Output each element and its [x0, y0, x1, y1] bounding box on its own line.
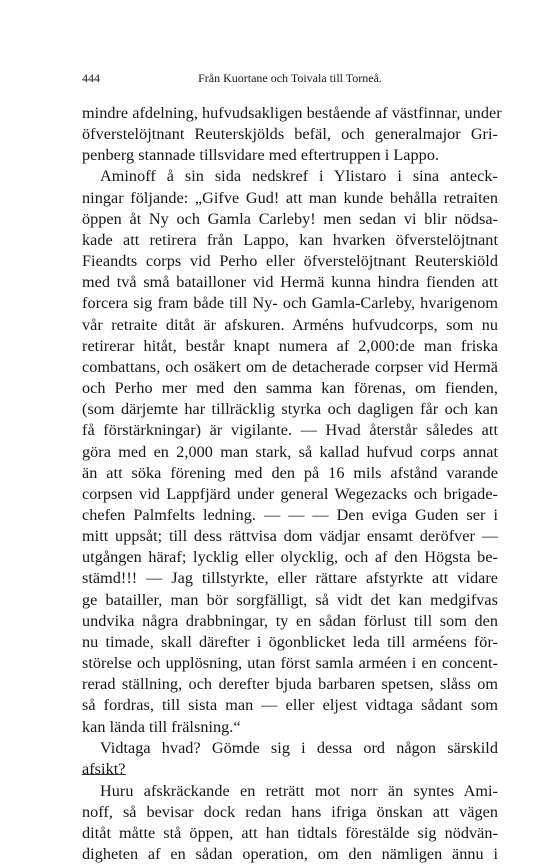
text-line: retirerar hitåt, består knapt numera af 2,000:de man friska: [82, 336, 498, 355]
text-line: än att söka förening med den på 16 mils afstånd varande: [82, 463, 498, 482]
text-line: utgången häraf; lycklig eller olycklig, och af den Högsta be-: [82, 548, 498, 567]
text-line: öppen åt Ny och Gamla Carleby! men sedan vi blir nödsa-: [82, 209, 498, 228]
text-line: Huru afskräckande en reträtt mot norr än syntes Ami-: [100, 782, 498, 800]
text-line: penberg stannade tillsvidare med eftertruppen i Lappo.: [82, 146, 440, 165]
text-line: och Perho mer med den samma kan förenas, om fienden,: [82, 379, 498, 398]
text-line: noff, så bevisar dock redan hans ifriga önskan att vägen: [82, 803, 498, 822]
text-line: öfverstelöjtnant Reuterskjölds befäl, och generalmajor Gri-: [82, 125, 498, 144]
text-line: kade att retirera från Lappo, kan hvarken öfverstelöjtnant: [82, 230, 498, 249]
text-line: göra med en 2,000 man stark, så kallad hufvud corps annat: [82, 442, 498, 461]
text-line: rerad ställning, och derefter bjuda barbaren spetsen, slåss om: [82, 675, 498, 694]
text-line: Aminoff å sin sida nedskref i Ylistaro i sina anteck-: [100, 167, 498, 186]
text-line: corpsen vid Lappfjärd under general Wegezacks och brigade-: [82, 484, 498, 503]
text-line: störelse och upplösning, utan först samla arméen i en concent-: [82, 654, 498, 673]
text-line: Vidtaga hvad? Gömde sig i dessa ord någon särskild: [100, 738, 498, 757]
text-line: afsikt?: [82, 759, 126, 778]
text-line: mindre afdelning, hufvudsakligen bestående af västfinnar, under: [82, 104, 502, 122]
text-line: få förstärkningar) är vigilante. — Hvad återstår således att: [82, 421, 498, 440]
text-line: vår retraite ditåt är afskuren. Arméns hufvudcorps, som nu: [82, 315, 498, 334]
text-line: med två små batailloner vid Hermä kunna hindra fienden att: [82, 273, 498, 292]
text-line: nu timade, skall därefter i ögonblicket leda till arméens för-: [82, 632, 498, 651]
page-number: 444: [82, 71, 100, 85]
text-line: mitt uppsåt; till dess rättvisa dom vädjar ensamt deröfver —: [82, 527, 498, 546]
text-line: stämd!!! — Jag tillstyrkte, eller rättare afstyrkte att vidare: [82, 569, 498, 588]
text-line: chefen Palmfelts ledning. — — — Den eviga Guden ser i: [82, 505, 498, 524]
text-line: ditåt måtte stå öppen, att han tidtals förestälde sig nödvän-: [82, 824, 498, 843]
text-line: undvika några drabbningar, ty en sådan förlust till som den: [82, 611, 498, 630]
text-line: digheten af en sådan operation, om den nämligen ännu i: [82, 845, 498, 864]
text-line: så fordras, till sista man — eller eljest vidtaga sådant som: [82, 696, 498, 715]
text-line: Fieandts corps vid Perho eller öfverstelöjtnant Reuterskiöld: [82, 252, 498, 271]
text-line: ningar följande: „Gifve Gud! att man kunde behålla retraiten: [82, 188, 498, 207]
text-line: kan lända till frälsning.“: [82, 717, 241, 736]
text-line: combattans, och osäkert om de detacherade corpser vid Hermä: [82, 357, 498, 376]
text-line: forcera sig fram både till Ny- och Gamla-Carleby, hvarigenom: [82, 294, 498, 313]
running-title: Från Kuortane och Toivala till Torneå.: [198, 71, 382, 85]
text-line: ge batailler, man bör sorgfälligt, så vidt det kan medgifvas: [82, 590, 498, 609]
text-line: (som därjemte har tillräcklig styrka och dagligen får och kan: [82, 400, 498, 419]
body-text: [82, 103, 502, 866]
